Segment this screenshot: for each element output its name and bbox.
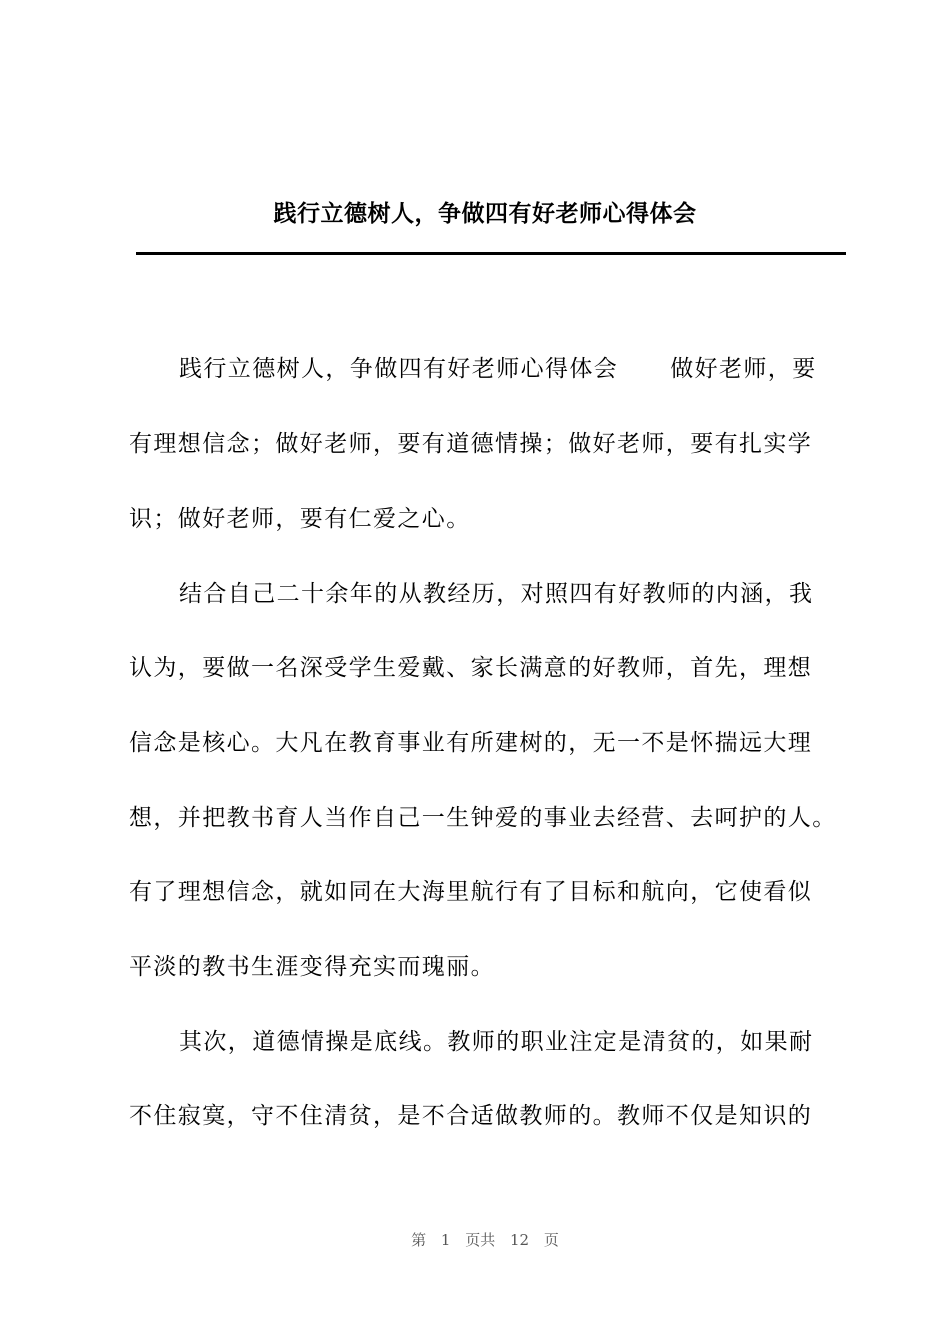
body-line-6: 信念是核心。大凡在教育事业有所建树的，无一不是怀揣远大理 — [129, 730, 813, 756]
body-line-11: 不住寂寞，守不住清贫，是不合适做教师的。教师不仅是知识的 — [129, 1103, 813, 1129]
body-line-7: 想，并把教书育人当作自己一生钟爱的事业去经营、去呵护的人。 — [129, 805, 837, 831]
body-line-4: 结合自己二十余年的从教经历，对照四有好教师的内涵，我 — [179, 581, 814, 607]
footer-label-before: 第 — [411, 1231, 427, 1249]
footer-page-number: 1 — [440, 1231, 451, 1249]
body-line-8: 有了理想信念，就如同在大海里航行有了目标和航向，它使看似 — [129, 879, 813, 905]
footer-label-mid: 页共 — [465, 1231, 496, 1249]
body-line-9: 平淡的教书生涯变得充实而瑰丽。 — [129, 954, 495, 980]
body-line-1-tail: 做好老师，要 — [670, 356, 817, 382]
body-line-3: 识；做好老师，要有仁爱之心。 — [129, 506, 471, 532]
body-line-5: 认为，要做一名深受学生爱戴、家长满意的好教师，首先，理想 — [129, 655, 813, 681]
body-line-2: 有理想信念；做好老师，要有道德情操；做好老师，要有扎实学 — [129, 431, 813, 457]
document-title: 践行立德树人，争做四有好老师心得体会 — [273, 201, 697, 227]
body-line-10: 其次，道德情操是底线。教师的职业注定是清贫的，如果耐 — [179, 1029, 814, 1055]
title-underline — [136, 252, 846, 255]
body-line-1 — [179, 351, 817, 387]
footer-total-pages: 12 — [510, 1231, 530, 1249]
footer-label-after: 页 — [543, 1231, 559, 1249]
page-footer — [0, 1228, 950, 1252]
body-line-1-heading: 践行立德树人，争做四有好老师心得体会 — [179, 356, 619, 382]
